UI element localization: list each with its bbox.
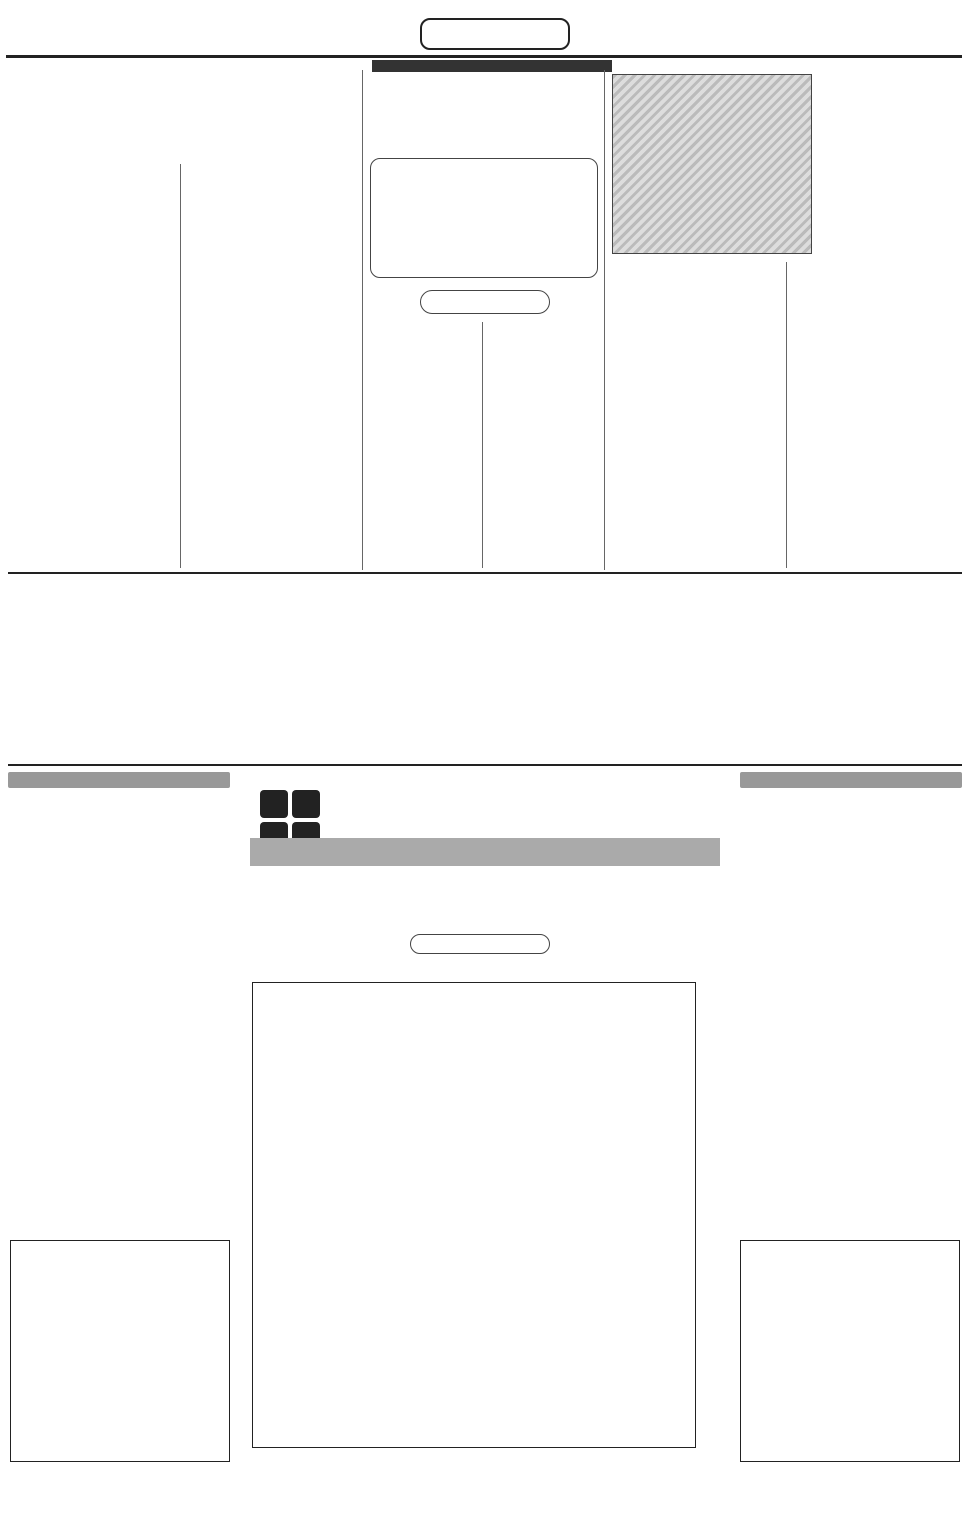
negotiation-headline [370, 74, 598, 152]
newspapers-photo [612, 74, 812, 254]
negotiation-body [377, 165, 591, 271]
regular-label [740, 772, 962, 790]
newspaper-logo[interactable] [8, 14, 116, 58]
column-divider [362, 70, 363, 570]
yes-or-no-body-left [370, 322, 478, 568]
crossword-intro [250, 874, 720, 934]
special-label-tag [8, 772, 230, 788]
answer-grid-regular [740, 1240, 960, 1462]
yes-or-no-body-right [488, 322, 598, 568]
criticism-kicker [10, 74, 356, 96]
yes-or-no-headline [420, 290, 550, 314]
page-number [918, 14, 962, 58]
regular-clues [740, 794, 962, 1094]
english-strip [372, 60, 612, 72]
column-divider [180, 164, 181, 568]
logo-letter [260, 790, 288, 818]
housing-body-right [790, 262, 962, 568]
special-label [8, 772, 230, 790]
football-headline [8, 576, 962, 606]
crossword-number [410, 934, 550, 954]
negotiation-box [370, 158, 598, 278]
section-title [420, 18, 570, 50]
column-numbers [252, 958, 720, 976]
special-clues [8, 794, 230, 1094]
logo-letter [292, 790, 320, 818]
column-divider [604, 70, 605, 570]
column-divider [786, 262, 787, 568]
answer-grid-special [10, 1240, 230, 1462]
crossword-title [250, 838, 720, 866]
answer-regular-title [740, 1466, 960, 1484]
section-divider [8, 764, 962, 766]
housing-headline [822, 134, 962, 252]
answer-special-title [10, 1466, 230, 1484]
crossword-grid[interactable] [252, 982, 696, 1448]
football-body [8, 610, 962, 760]
row-numbers [698, 984, 720, 1446]
criticism-body-left [186, 164, 356, 568]
housing-body-left [612, 262, 780, 568]
column-divider [482, 322, 483, 568]
regular-label-tag [740, 772, 962, 788]
housing-kicker [822, 70, 962, 130]
section-divider [8, 572, 962, 574]
criticism-headline [10, 98, 356, 156]
criticism-body-right [10, 164, 176, 568]
